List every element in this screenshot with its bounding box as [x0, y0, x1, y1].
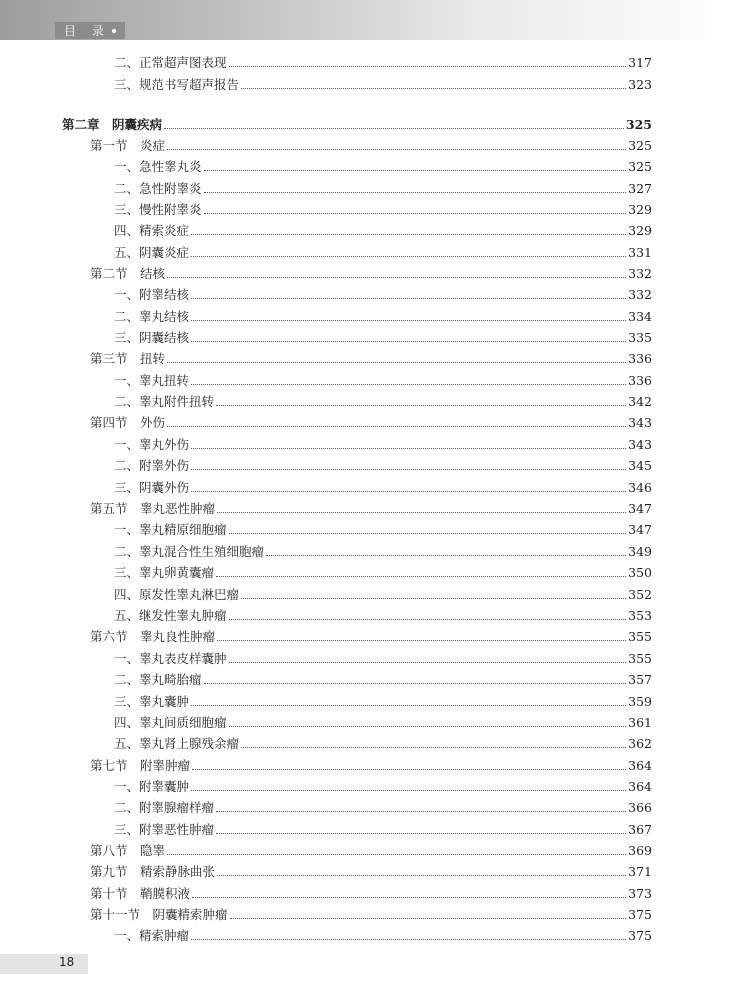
- toc-entry-page: 334: [628, 309, 652, 324]
- toc-entry-page: 329: [628, 202, 652, 217]
- toc-dot-leader: [216, 833, 626, 834]
- toc-dot-leader: [167, 149, 626, 150]
- toc-item-row: [114, 223, 652, 239]
- toc-entry-page: 362: [628, 736, 652, 751]
- toc-entry-label: 第五节 睾丸恶性肿瘤: [90, 501, 216, 516]
- toc-dot-leader: [230, 918, 627, 919]
- toc-dot-leader: [191, 298, 626, 299]
- toc-item-row: [114, 522, 652, 538]
- toc-dot-leader: [216, 811, 626, 812]
- toc-dot-leader: [191, 939, 626, 940]
- toc-item-row: [114, 77, 652, 93]
- toc-entry-label: 一、附睾囊肿: [114, 779, 190, 794]
- toc-entry-label: 第十节 鞘膜积液: [90, 886, 191, 901]
- toc-section-row: [90, 758, 652, 774]
- toc-item-row: [114, 330, 652, 346]
- toc-entry-page: 357: [628, 672, 652, 687]
- toc-entry-label: 第二章 阴囊疾病: [62, 117, 163, 132]
- toc-entry-label: 一、精索肿瘤: [114, 928, 190, 943]
- toc-entry-label: 一、睾丸表皮样囊肿: [114, 651, 227, 666]
- toc-item-row: [114, 544, 652, 560]
- toc-item-row: [114, 437, 652, 453]
- toc-item-row: [114, 779, 652, 795]
- toc-entry-page: 343: [628, 437, 652, 452]
- toc-entry-label: 三、阴囊结核: [114, 330, 190, 345]
- toc-entry-page: 375: [628, 907, 652, 922]
- toc-entry-page: 346: [628, 480, 652, 495]
- toc-section-row: [90, 886, 652, 902]
- toc-dot-leader: [191, 705, 626, 706]
- toc-item-row: [114, 159, 652, 175]
- toc-item-row: [114, 651, 652, 667]
- toc-entry-label: 五、继发性睾丸肿瘤: [114, 608, 227, 623]
- toc-entry-page: 345: [628, 458, 652, 473]
- toc-entry-label: 第二节 结核: [90, 266, 166, 281]
- toc-entry-label: 二、睾丸畸胎瘤: [114, 672, 202, 687]
- toc-item-row: [114, 694, 652, 710]
- toc-dot-leader: [204, 170, 627, 171]
- toc-entry-label: 三、阴囊外伤: [114, 480, 190, 495]
- toc-dot-leader: [229, 619, 627, 620]
- toc-section-row: [90, 266, 652, 282]
- toc-dot-leader: [192, 769, 626, 770]
- toc-dot-leader: [216, 576, 626, 577]
- toc-dot-leader: [191, 469, 626, 470]
- toc-dot-leader: [204, 192, 627, 193]
- toc-entry-page: 347: [628, 522, 652, 537]
- toc-item-row: [114, 800, 652, 816]
- toc-entry-label: 四、原发性睾丸淋巴瘤: [114, 587, 240, 602]
- toc-entry-page: 343: [628, 415, 652, 430]
- toc-entry-page: 336: [628, 373, 652, 388]
- toc-entry-label: 一、睾丸外伤: [114, 437, 190, 452]
- toc-entry-page: 373: [628, 886, 652, 901]
- toc-section-row: [90, 864, 652, 880]
- toc-entry-label: 第九节 精索静脉曲张: [90, 864, 216, 879]
- toc-entry-label: 二、附睾腺瘤样瘤: [114, 800, 215, 815]
- toc-entry-label: 第一节 炎症: [90, 138, 166, 153]
- toc-entry-page: 336: [628, 351, 652, 366]
- toc-dot-leader: [191, 448, 626, 449]
- toc-item-row: [114, 672, 652, 688]
- toc-entry-page: 369: [628, 843, 652, 858]
- page-number: 18: [59, 955, 75, 969]
- toc-dot-leader: [191, 491, 626, 492]
- toc-section-row: [90, 907, 652, 923]
- toc-entry-page: 361: [628, 715, 652, 730]
- header-title-tab: [55, 22, 125, 39]
- toc-entry-label: 四、睾丸间质细胞瘤: [114, 715, 227, 730]
- toc-entry-label: 第七节 附睾肿瘤: [90, 758, 191, 773]
- toc-entry-label: 五、睾丸肾上腺残余瘤: [114, 736, 240, 751]
- toc-dot-leader: [191, 341, 626, 342]
- toc-entry-page: 352: [628, 587, 652, 602]
- toc-entry-label: 一、睾丸精原细胞瘤: [114, 522, 227, 537]
- toc-entry-page: 375: [628, 928, 652, 943]
- toc-dot-leader: [164, 128, 624, 129]
- toc-entry-label: 三、附睾恶性肿瘤: [114, 822, 215, 837]
- toc-entry-label: 五、阴囊炎症: [114, 245, 190, 260]
- toc-dot-leader: [191, 234, 626, 235]
- toc-entry-label: 第八节 隐睾: [90, 843, 166, 858]
- toc-dot-leader: [229, 66, 627, 67]
- toc-entry-label: 第四节 外伤: [90, 415, 166, 430]
- toc-entry-page: 353: [628, 608, 652, 623]
- toc-item-row: [114, 608, 652, 624]
- toc-dot-leader: [167, 426, 626, 427]
- toc-item-row: [114, 202, 652, 218]
- toc-item-row: [114, 480, 652, 496]
- toc-entry-page: 364: [628, 758, 652, 773]
- toc-item-row: [114, 55, 652, 71]
- toc-section-row: [90, 629, 652, 645]
- toc-dot-leader: [217, 640, 626, 641]
- toc-entry-page: 359: [628, 694, 652, 709]
- toc-entry-label: 二、急性附睾炎: [114, 181, 202, 196]
- toc-item-row: [114, 565, 652, 581]
- toc-dot-leader: [167, 277, 626, 278]
- toc-dot-leader: [167, 362, 626, 363]
- toc-dot-leader: [266, 555, 626, 556]
- toc-section-row: [90, 843, 652, 859]
- toc-entry-label: 二、睾丸混合性生殖细胞瘤: [114, 544, 265, 559]
- toc-entry-label: 一、附睾结核: [114, 287, 190, 302]
- toc-entry-label: 第三节 扭转: [90, 351, 166, 366]
- toc-dot-leader: [229, 533, 627, 534]
- toc-entry-label: 三、睾丸卵黄囊瘤: [114, 565, 215, 580]
- toc-dot-leader: [217, 512, 626, 513]
- toc-entry-page: 325: [625, 117, 652, 132]
- toc-dot-leader: [167, 854, 626, 855]
- toc-section-row: [90, 415, 652, 431]
- toc-entry-page: 366: [628, 800, 652, 815]
- toc-item-row: [114, 287, 652, 303]
- toc-entry-page: 323: [628, 77, 652, 92]
- page-number-box: [0, 954, 88, 974]
- toc-dot-leader: [204, 213, 627, 214]
- toc-entry-page: 332: [628, 266, 652, 281]
- toc-entry-page: 350: [628, 565, 652, 580]
- toc-section-row: [90, 351, 652, 367]
- toc-entry-label: 一、急性睾丸炎: [114, 159, 202, 174]
- toc-entry-page: 349: [628, 544, 652, 559]
- toc-dot-leader: [241, 598, 626, 599]
- toc-entry-page: 327: [628, 181, 652, 196]
- toc-entry-page: 355: [628, 651, 652, 666]
- toc-item-row: [114, 373, 652, 389]
- toc-entry-page: 329: [628, 223, 652, 238]
- toc-item-row: [114, 822, 652, 838]
- toc-dot-leader: [191, 384, 626, 385]
- toc-item-row: [114, 587, 652, 603]
- toc-entry-page: 331: [628, 245, 652, 260]
- toc-item-row: [114, 181, 652, 197]
- toc-entry-page: 367: [628, 822, 652, 837]
- toc-item-row: [114, 458, 652, 474]
- toc-entry-label: 三、规范书写超声报告: [114, 77, 240, 92]
- toc-item-row: [114, 736, 652, 752]
- toc-dot-leader: [229, 726, 627, 727]
- toc-entry-label: 二、正常超声图表现: [114, 55, 227, 70]
- toc-section-row: [90, 138, 652, 154]
- toc-dot-leader: [241, 747, 626, 748]
- toc-item-row: [114, 715, 652, 731]
- toc-item-row: [114, 245, 652, 261]
- toc-entry-page: 371: [628, 864, 652, 879]
- toc-dot-leader: [204, 683, 627, 684]
- toc-entry-label: 三、慢性附睾炎: [114, 202, 202, 217]
- header-title: 目 录: [64, 24, 110, 38]
- toc-item-row: [114, 928, 652, 944]
- header-dot-icon: [112, 29, 116, 33]
- toc-item-row: [114, 309, 652, 325]
- toc-entry-page: 342: [628, 394, 652, 409]
- toc-dot-leader: [241, 88, 626, 89]
- toc-entry-page: 332: [628, 287, 652, 302]
- toc-entry-label: 二、睾丸结核: [114, 309, 190, 324]
- toc-entry-page: 347: [628, 501, 652, 516]
- toc-item-row: [114, 394, 652, 410]
- toc-chapter-row: [62, 117, 652, 133]
- toc-entry-label: 第六节 睾丸良性肿瘤: [90, 629, 216, 644]
- toc-dot-leader: [229, 662, 627, 663]
- toc-dot-leader: [191, 256, 626, 257]
- toc-entry-page: 364: [628, 779, 652, 794]
- toc-entry-page: 325: [628, 159, 652, 174]
- toc-dot-leader: [192, 897, 626, 898]
- toc-entry-label: 三、睾丸囊肿: [114, 694, 190, 709]
- toc-entry-label: 四、精索炎症: [114, 223, 190, 238]
- toc-entry-label: 第十一节 阴囊精索肿瘤: [90, 907, 228, 922]
- toc-entry-label: 一、睾丸扭转: [114, 373, 190, 388]
- toc-dot-leader: [191, 320, 626, 321]
- toc-dot-leader: [217, 875, 626, 876]
- toc-dot-leader: [216, 405, 626, 406]
- toc-entry-page: 317: [628, 55, 652, 70]
- toc-dot-leader: [191, 790, 626, 791]
- toc-entry-label: 二、睾丸附件扭转: [114, 394, 215, 409]
- toc-entry-page: 335: [628, 330, 652, 345]
- toc-section-row: [90, 501, 652, 517]
- toc-entry-page: 325: [628, 138, 652, 153]
- toc-entry-page: 355: [628, 629, 652, 644]
- toc-entry-label: 二、附睾外伤: [114, 458, 190, 473]
